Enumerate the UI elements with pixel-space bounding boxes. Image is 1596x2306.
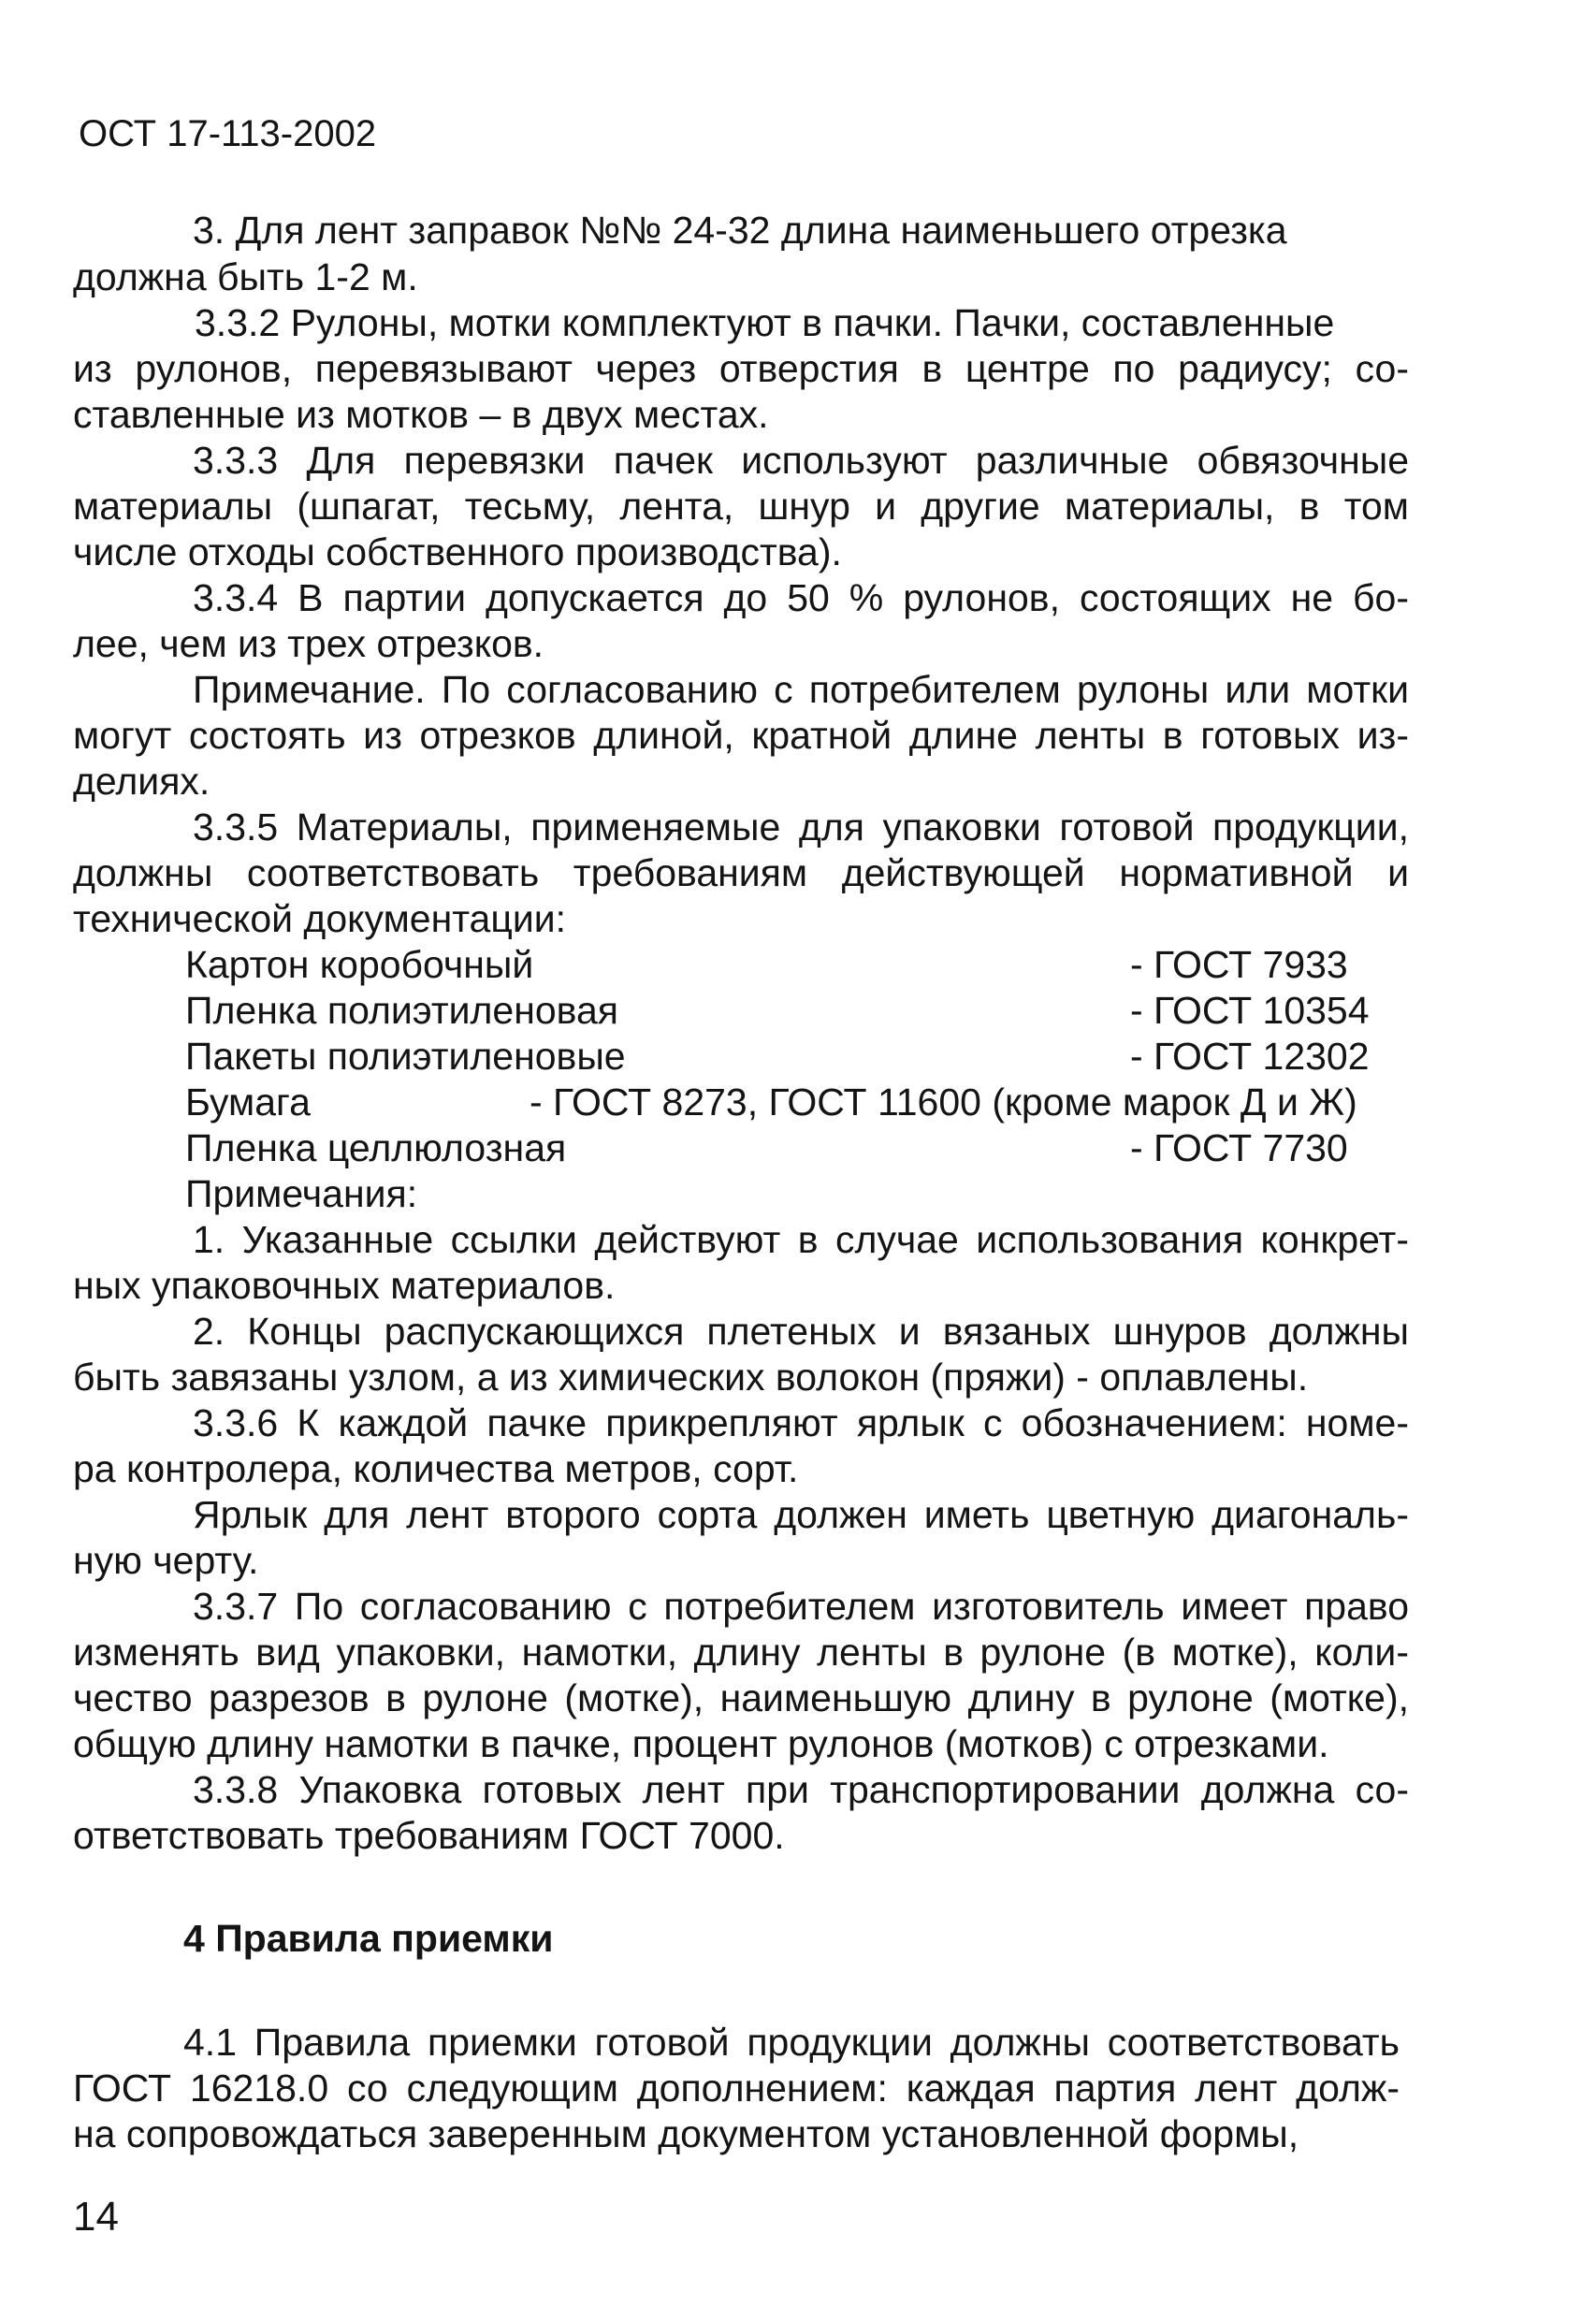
paragraph-line: технической документации: [73,897,567,940]
paragraph-line: изменять вид упаковки, намотки, длину ленты в рулоне (в мотке), коли- [73,1631,1409,1674]
material-standard: - ГОСТ 10354 [1130,989,1370,1032]
paragraph-line: 3.3.3 Для перевязки пачек используют различные обвязочные [193,439,1409,482]
paragraph-line: материалы (шпагат, тесьму, лента, шнур и другие материалы, в том [73,485,1409,528]
paragraph-line: 3.3.6 К каждой пачке прикрепляют ярлык с обозначением: номе- [193,1401,1409,1444]
material-name: Бумага [185,1080,311,1124]
note-line: быть завязаны узлом, а из химических волокон (пряжи) - оплавлены. [73,1356,1309,1399]
paragraph-line: из рулонов, перевязывают через отверстия в центре по радиусу; со- [73,347,1409,390]
paragraph-line: Ярлык для лент второго сорта должен иметь цветную диагональ- [193,1493,1409,1536]
note-line: делиях. [73,760,210,803]
paragraph-line: чество разрезов в рулоне (мотке), наименьшую длину в рулоне (мотке), [73,1676,1409,1719]
paragraph-line: числе отходы собственного производства). [73,530,842,573]
paragraph-line: на сопровождаться заверенным документом установленной формы, [73,2112,1299,2155]
material-name: Пакеты полиэтиленовые [185,1035,626,1078]
paragraph-line: 3.3.7 По согласованию с потребителем изготовитель имеет право [193,1585,1409,1628]
paragraph-line: 3.3.4 В партии допускается до 50 % рулонов, состоящих не бо- [193,576,1409,619]
note-line: 2. Концы распускающихся плетеных и вязаных шнуров должны [193,1310,1409,1353]
paragraph-line: 3.3.2 Рулоны, мотки комплектуют в пачки. Пачки, составленные [195,301,1335,344]
material-name: Пленка целлюлозная [185,1126,567,1169]
material-standard: - ГОСТ 7933 [1130,943,1348,986]
paragraph-line: должны соответствовать требованиям действующей нормативной и [73,851,1409,894]
paragraph-line: ра контролера, количества метров, сорт. [73,1447,799,1490]
note-line: ных упаковочных материалов. [73,1264,616,1307]
document-code-header: ОСТ 17-113-2002 [79,113,377,154]
material-name: Пленка полиэтиленовая [185,989,618,1032]
paragraph-line: ную черту. [73,1539,259,1582]
note-line: могут состоять из отрезков длиной, кратной длине ленты в готовых из- [73,714,1409,757]
paragraph-line: ГОСТ 16218.0 со следующим дополнением: каждая партия лент долж- [73,2067,1400,2110]
material-standard: - ГОСТ 8273, ГОСТ 11600 (кроме марок Д и Ж) [530,1080,1357,1124]
paragraph-line: общую длину намотки в пачке, процент рулонов (мотков) с отрезками. [73,1722,1329,1765]
material-standard: - ГОСТ 12302 [1130,1035,1370,1078]
notes-heading: Примечания: [185,1172,418,1215]
paragraph-line: 3. Для лент заправок №№ 24-32 длина наименьшего отрезка [193,209,1287,252]
paragraph-line: лее, чем из трех отрезков. [73,622,544,665]
note-line: Примечание. По согласованию с потребителем рулоны или мотки [193,668,1409,711]
paragraph-line: 3.3.5 Материалы, применяемые для упаковки готовой продукции, [193,805,1409,848]
material-standard: - ГОСТ 7730 [1130,1126,1348,1169]
section-heading: 4 Правила приемки [183,1917,554,1960]
paragraph-line: должна быть 1-2 м. [73,255,418,298]
page-number: 14 [73,2194,119,2240]
paragraph-line: 3.3.8 Упаковка готовых лент при транспортировании должна со- [193,1768,1409,1811]
paragraph-line: ставленные из мотков – в двух местах. [73,393,769,436]
note-line: 1. Указанные ссылки действуют в случае использования конкрет- [193,1218,1409,1261]
paragraph-line: 4.1 Правила приемки готовой продукции должны соответствовать [183,2021,1400,2064]
paragraph-line: ответствовать требованиям ГОСТ 7000. [73,1814,785,1857]
material-name: Картон коробочный [185,943,534,986]
